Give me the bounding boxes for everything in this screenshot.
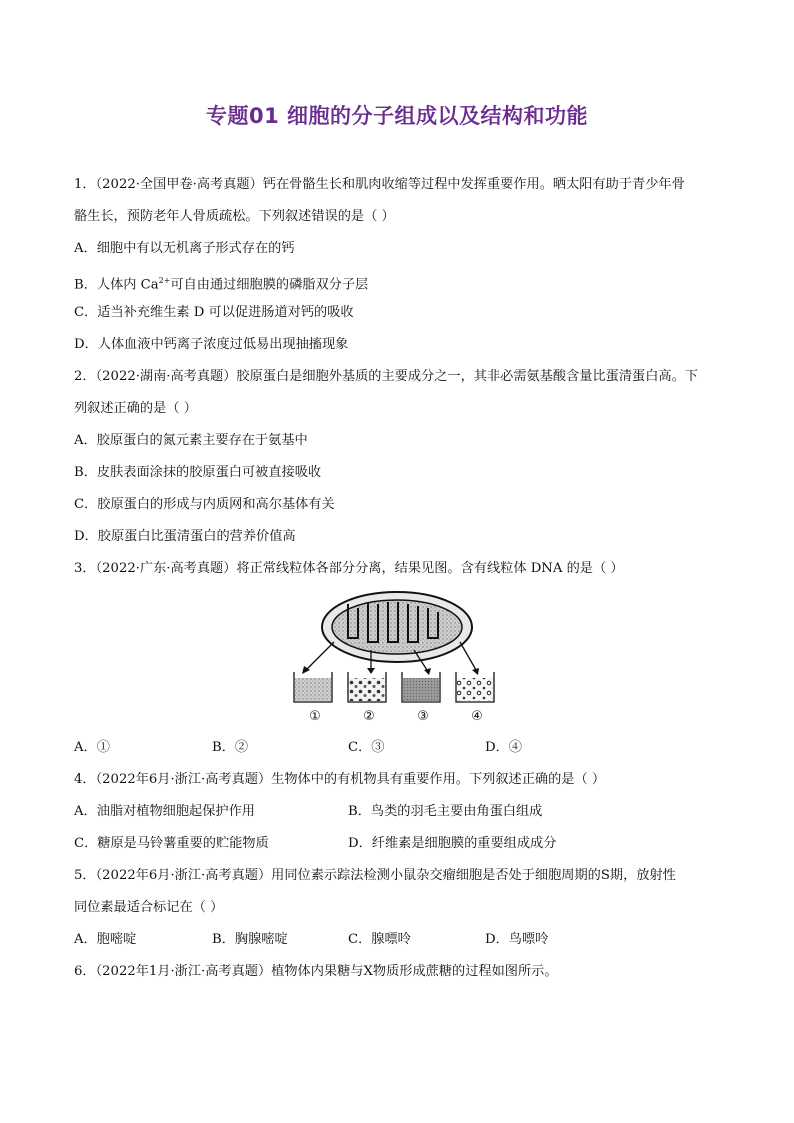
q3-option-c: C．③ <box>348 740 385 755</box>
q2-option-a: A．胶原蛋白的氮元素主要存在于氨基中 <box>74 433 308 448</box>
q5-stem-line1: 5．（2022年6月·浙江·高考真题）用同位素示踪法检测小鼠杂交瘤细胞是否处于细胞周期的S期，放射性 <box>74 868 676 883</box>
q3-option-b: B．② <box>212 740 249 755</box>
beaker-label-2: ② <box>363 709 375 724</box>
q5-option-d: D．鸟嘌呤 <box>485 932 549 947</box>
arrow-heads <box>302 666 479 675</box>
mitochondria-fractionation-figure <box>286 590 508 728</box>
beaker-label-4: ④ <box>471 709 483 724</box>
q4-option-d: D．纤维素是细胞膜的重要组成成分 <box>348 836 557 851</box>
q1-stem-line1: 1．（2022·全国甲卷·高考真题）钙在骨骼生长和肌肉收缩等过程中发挥重要作用。晒太阳有助于青少年骨 <box>74 177 685 192</box>
q2-option-c: C．胶原蛋白的形成与内质网和高尔基体有关 <box>74 497 335 512</box>
q3-option-a: A．① <box>74 740 110 755</box>
q2-stem-line2: 列叙述正确的是（ ） <box>74 401 197 416</box>
q4-option-a: A．油脂对植物细胞起保护作用 <box>74 804 255 819</box>
q1-option-b-pre: B．人体内 Ca <box>74 277 159 293</box>
page-title: 专题01 细胞的分子组成以及结构和功能 <box>205 104 589 128</box>
q4-option-c: C．糖原是马铃薯重要的贮能物质 <box>74 836 269 851</box>
q1-option-c: C．适当补充维生素 D 可以促进肠道对钙的吸收 <box>74 305 354 320</box>
q1-option-b-sup: 2+ <box>158 276 171 285</box>
q1-option-a: A．细胞中有以无机离子形式存在的钙 <box>74 241 295 256</box>
q4-option-b: B．鸟类的羽毛主要由角蛋白组成 <box>348 804 543 819</box>
q1-option-b-post: 可自由通过细胞膜的磷脂双分子层 <box>170 277 369 293</box>
q1-option-b <box>74 271 734 295</box>
q5-option-b: B．胸腺嘧啶 <box>212 932 288 947</box>
beaker-label-1: ① <box>309 709 321 724</box>
q5-option-c: C．腺嘌呤 <box>348 932 411 947</box>
q6-stem-line1: 6．（2022年1月·浙江·高考真题）植物体内果糖与X物质形成蔗糖的过程如图所示。 <box>74 964 558 979</box>
q4-stem-line1: 4．（2022年6月·浙江·高考真题）生物体中的有机物具有重要作用。下列叙述正确的是（ ） <box>74 772 606 787</box>
q1-option-d: D．人体血液中钙离子浓度过低易出现抽搐现象 <box>74 337 349 352</box>
q2-option-d: D．胶原蛋白比蛋清蛋白的营养价值高 <box>74 529 296 544</box>
q5-option-a: A．胞嘧啶 <box>74 932 137 947</box>
q3-option-d: D．④ <box>485 740 522 755</box>
beaker-label-3: ③ <box>417 709 429 724</box>
mitochondria-diagram <box>286 590 508 724</box>
q1-stem-line2: 骼生长，预防老年人骨质疏松。下列叙述错误的是（ ） <box>74 209 395 224</box>
q2-option-b: B．皮肤表面涂抹的胶原蛋白可被直接吸收 <box>74 465 322 480</box>
beakers <box>294 672 494 702</box>
q3-stem-line1: 3．（2022·广东·高考真题）将正常线粒体各部分分离，结果见图。含有线粒体 DNA 的是（ ） <box>74 561 624 576</box>
q5-stem-line2: 同位素最适合标记在（ ） <box>74 900 224 915</box>
q2-stem-line1: 2．（2022·湖南·高考真题）胶原蛋白是细胞外基质的主要成分之一，其非必需氨基酸含量比蛋清蛋白高。下 <box>74 369 698 384</box>
